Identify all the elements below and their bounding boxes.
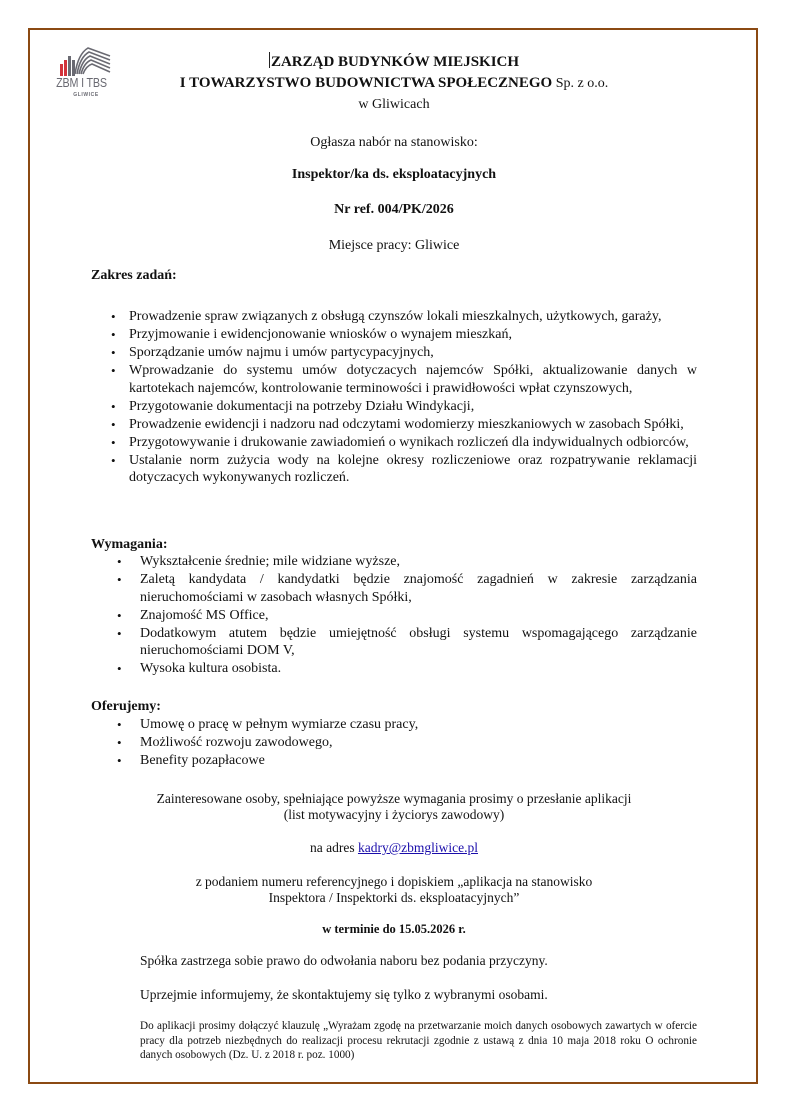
duties-list (129, 308, 697, 487)
offer-list (140, 716, 697, 770)
logo-wordmark: ZBM I TBS (56, 76, 107, 90)
contact-note: Uprzejmie informujemy, że skontaktujemy się tylko z wybranymi osobami. (140, 987, 548, 1002)
org-city: w Gliwicach (358, 97, 430, 112)
list-item: • Przyjmowanie i ewidencjonowanie wniosków o wynajem mieszkań, (129, 326, 697, 344)
email-link[interactable]: kadry@zbmgliwice.pl (357, 840, 478, 855)
list-item: • Przygotowywanie i drukowanie zawiadomień o wynikach rozliczeń dla indywidualnych odbiorców, (129, 434, 697, 452)
list-item: • Prowadzenie ewidencji i nadzoru nad odczytami wodomierzy mieszkaniowych w zasobach Spółki, (129, 416, 697, 434)
position-title: Inspektor/ka ds. eksploatacyjnych (291, 167, 497, 182)
reference-number: Nr ref. 004/PK/2026 (334, 202, 454, 217)
application-instructions: Zainteresowane osoby, spełniające powyższe wymagania prosimy o przesłanie aplikacji (list motywacyjny i życiorys zawodowy) (156, 791, 632, 822)
org-name-line1: ZARZĄD BUDYNKÓW MIEJSKICH (270, 54, 520, 70)
reservation-note: Spółka zastrzega sobie prawo do odwołania naboru bez podania przyczyny. (140, 953, 548, 968)
list-item: • Prowadzenie spraw związanych z obsługą czynszów lokali mieszkalnych, użytkowych, garaży, (129, 308, 697, 326)
list-item: • Sporządzanie umów najmu i umów partycypacyjnych, (129, 344, 697, 362)
list-item: • Znajomość MS Office, (140, 607, 697, 625)
list-item: • Dodatkowym atutem będzie umiejętność obsługi systemu wspomagającego zarządzanie nieruchomościami DOM V, (140, 625, 697, 660)
list-item: • Benefity pozapłacowe (140, 752, 697, 770)
reference-instructions: z podaniem numeru referencyjnego i dopiskiem „aplikacja na stanowisko Inspektora / Inspektorki ds. eksploatacyjnych” (195, 874, 593, 905)
requirements-list (140, 553, 697, 678)
list-item: • Przygotowanie dokumentacji na potrzeby Działu Windykacji, (129, 398, 697, 416)
gdpr-clause: Do aplikacji prosimy dołączyć klauzulę „Wyrażam zgodę na przetwarzanie moich danych osobowych zawartych w ofercie pracy dla potrzeb niezbędnych do realizacji procesu rekrutacji zgodnie z ustawą z dnia 10 maja 2018 roku O ochronie danych osobowych (Dz. U. z 2018 r. poz. 1000) (140, 1020, 697, 1061)
list-item: • Możliwość rozwoju zawodowego, (140, 734, 697, 752)
list-item: • Zaletą kandydata / kandydatki będzie znajomość zagadnień w zakresie zarządzania nieruchomościami w zasobach własnych Spółki, (140, 571, 697, 606)
list-item: • Umowę o pracę w pełnym wymiarze czasu pracy, (140, 716, 697, 734)
logo-subtitle: GLIWICE (73, 92, 99, 98)
duties-heading: Zakres zadań: (91, 268, 177, 283)
work-location: Miejsce pracy: Gliwice (328, 238, 460, 253)
list-item: • Wprowadzanie do systemu umów dotyczacych najemców Spółki, aktualizowanie danych w kartotekach najemców, kontrolowanie terminowości i prawidłowości wpłat czynszowych, (129, 362, 697, 397)
list-item: • Wysoka kultura osobista. (140, 660, 697, 678)
requirements-heading: Wymagania: (91, 537, 168, 552)
announce-text: Ogłasza nabór na stanowisko: (310, 135, 478, 150)
list-item: • Wykształcenie średnie; mile widziane wyższe, (140, 553, 697, 571)
org-name-line2: I TOWARZYSTWO BUDOWNICTWA SPOŁECZNEGO Sp. z o.o. (179, 75, 609, 91)
list-item: • Ustalanie norm zużycia wody na kolejne okresy rozliczeniowe oraz rozpatrywanie reklamacji dotyczacych wykonywanych rozliczeń. (129, 452, 697, 487)
offer-heading: Oferujemy: (91, 699, 161, 714)
application-deadline: w terminie do 15.05.2026 r. (322, 922, 466, 936)
application-address: na adres kadry@zbmgliwice.pl (309, 840, 478, 855)
text-cursor (269, 52, 270, 68)
